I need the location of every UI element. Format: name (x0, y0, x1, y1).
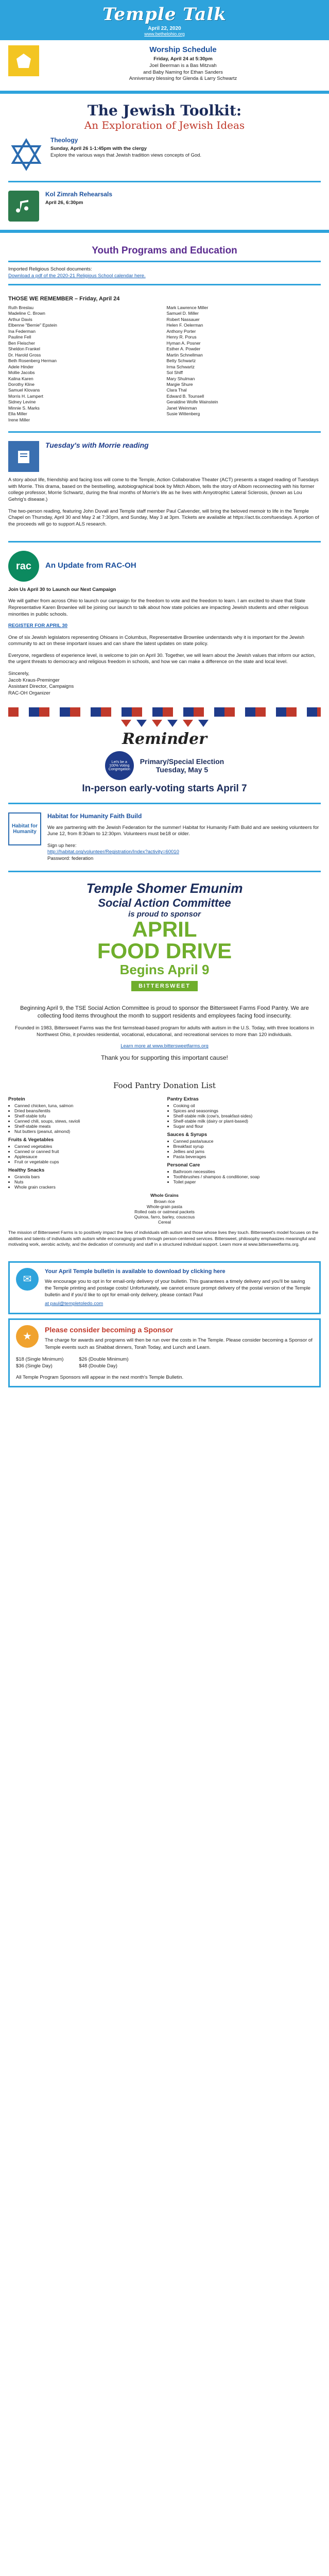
bunting (8, 720, 321, 727)
worship-section (0, 40, 329, 88)
tuesday-p2: The two-person reading, featuring John Duvall and Temple staff member Paul Calvender, will bring the beloved memoir to life in the Temple Chapel on Thursday, April 30 and May 2 at 7:30pm, and Sunday, May 3 at 3pm. Tickets are available at https://act.tix.com/tuesdays. A portion of the proceeds will go to support ALS research. (8, 508, 319, 528)
reminder-word: Reminder (122, 730, 207, 748)
name: Dorothy Kline (8, 381, 35, 387)
reminder-section (0, 702, 329, 800)
donation-item: • Toilet paper (174, 1179, 321, 1184)
youth-title: Youth Programs and Education (92, 245, 237, 257)
sponsor-title: Please consider becoming a Sponsor (45, 1325, 173, 1334)
food-drive-header (0, 875, 329, 999)
tuesday-section (0, 436, 329, 538)
name: Mary Shulman (166, 376, 195, 381)
donation-col1 (8, 1093, 162, 1190)
book-icon (8, 441, 39, 472)
donation-item: • Shelf-stable tofu (14, 1113, 162, 1118)
early-voting: In-person early-voting starts April 7 (82, 783, 247, 794)
rac-sign4: RAC-OH Organizer (8, 690, 50, 697)
calendar-link[interactable]: Download a pdf of the 2020-21 Religious School calendar here. (8, 273, 146, 279)
whole-grains (8, 1193, 321, 1225)
name: Samuel Klovans (8, 387, 40, 393)
name: Beth Rosenberg Herman (8, 358, 57, 364)
name: Ruth Breslau (8, 304, 34, 310)
grain-item: Quinoa, farro, barley, couscous (134, 1214, 195, 1220)
whole-grains-title: Whole Grains (150, 1193, 179, 1198)
name: Clara Thal (166, 387, 187, 393)
kol-zimrah-title: Kol Zimrah Rehearsals (45, 191, 113, 198)
price-single-minimum: $18 (Single Minimum) (16, 1356, 64, 1362)
grain-item: Whole-grain pasta (147, 1204, 182, 1210)
donation-item: • Whole grain crackers (14, 1184, 162, 1190)
donation-item: • Toothbrushes / shampoo & conditioner, soap (174, 1174, 321, 1179)
tuesday-title: Tuesday's with Morrie reading (45, 441, 149, 450)
donation-item: • Breakfast syrup (174, 1144, 321, 1149)
bittersweet-mission: The mission of Bittersweet Farms is to positively impact the lives of individuals with autism and those whose lives they touch. Bittersweet's model focuses on the abilities and talents of individuals with autism while encouraging growth through person-centered services. Bittersweet, philosophy emphasizes meaningful and motivating work, aerobic activity, and the dedication of community and staff in a structured individual support. Learn more at www.bittersweetfarms.org. (8, 1230, 319, 1247)
food-line2: Social Action Committee (98, 896, 231, 910)
divider (8, 541, 321, 543)
name: Samuel D. Miller (166, 311, 199, 316)
donation-item: • Nut butters (peanut, almond) (14, 1129, 162, 1134)
grain-item: Brown rice (154, 1199, 175, 1205)
donation-item: • Shelf-stable meats (14, 1124, 162, 1129)
donation-category: Healthy Snacks (8, 1167, 45, 1174)
name: Irma Schwartz (166, 364, 195, 369)
newsletter-title: Temple Talk (102, 4, 227, 25)
food-drive-body (0, 999, 329, 1073)
youth-section (0, 236, 329, 291)
donation-item: • Jellies and jams (174, 1149, 321, 1154)
donation-category: Fruits & Vegetables (8, 1137, 54, 1143)
donation-item: • Shelf-stable milk (cow's, breakfast-sides) (174, 1113, 321, 1118)
flag-stripe (8, 707, 321, 717)
donation-item: • Pasta beverages (174, 1154, 321, 1159)
toolkit-subtitle: An Exploration of Jewish Ideas (84, 119, 245, 132)
donation-item: • Canned or canned fruit (14, 1149, 162, 1154)
sponsor-footer: All Temple Program Sponsors will appear in the next month's Temple Bulletin. (16, 1374, 184, 1380)
food-line1: Temple Shomer Emunim (86, 880, 243, 896)
food-p1: Beginning April 9, the TSE Social Action Committee is proud to sponsor the Bittersweet Farms Food Pantry. We are collecting food items throughout the month to support residents and employees facing food insecurity. (20, 1005, 309, 1020)
divider (8, 431, 321, 433)
rac-sign3: Assistant Director, Campaigns (8, 684, 74, 690)
name: Madeline C. Brown (8, 311, 45, 316)
donation-title: Food Pantry Donation List (113, 1081, 216, 1091)
donation-section (0, 1073, 329, 1257)
kol-zimrah-when: April 26, 6:30pm (45, 200, 83, 206)
name: Dr. Harold Gross (8, 352, 41, 358)
name: Geraldine Wolfe Wainstein (166, 399, 218, 405)
donation-item: • Nuts (14, 1179, 162, 1184)
toolkit-title: The Jewish Toolkit: (87, 102, 242, 120)
rac-section (0, 546, 329, 702)
email-icon: ✉ (16, 1268, 39, 1291)
donation-category: Pantry Extras (167, 1096, 199, 1103)
name: Arthur Davis (8, 316, 32, 322)
divider (8, 871, 321, 872)
name: Susie Wittenberg (166, 411, 200, 417)
name: Mollie Jacobs (8, 370, 35, 376)
donation-item: • Canned chili, soups, stews, ravioli (14, 1118, 162, 1124)
name: Elbenne "Bernie" Epstein (8, 323, 57, 328)
website-link[interactable]: www.bethelohio.org (144, 31, 185, 37)
election-title: Primary/Special Election (140, 757, 224, 766)
rac-sign2: Jacob Kraus-Preminger (8, 677, 60, 683)
bittersweet-link[interactable]: Learn more at www.bittersweetfarms.org (120, 1043, 209, 1049)
donation-col2 (167, 1093, 321, 1190)
worship-line1: Joel Beerman is a Bas Mitzvah (149, 62, 217, 69)
habitat-section (0, 807, 329, 868)
name: Sheldon Frankel (8, 346, 40, 352)
rac-p3: Everyone, regardless of experience level, is welcome to join on April 30. Together, we will learn about the Jewish values that inform our action, the urgent threats to democracy and religious freedom in schools, and how we can make a difference on the state and local level. (8, 652, 316, 665)
donation-item: • Canned pasta/sauce (174, 1139, 321, 1144)
names-col2 (167, 305, 321, 423)
register-link[interactable]: REGISTER FOR APRIL 30 (8, 623, 68, 629)
bulletin-p1: We encourage you to opt in for email-only delivery of your bulletin. This guarantees a timely delivery and you'll be saving the Temple printing and postage costs! Unfortunately, we cannot ensure prompt delivery of the postal version of the Temple bulletin and if you'd like to opt for email-only delivery, please contact Paul (45, 1278, 310, 1298)
food-drive-title: FOOD DRIVE (97, 939, 232, 963)
food-p2: Founded in 1983, Bittersweet Farms was the first farmstead-based program for adults with autism in the U.S. Today, with three locations in Northwest Ohio, it provides residential, vocational, educational, and recreational services to more than 120 individuals. (14, 1025, 314, 1038)
sponsor-card (8, 1318, 321, 1387)
remember-section (0, 291, 329, 428)
donation-item: • Dried beans/lentils (14, 1108, 162, 1113)
price-double-day: $48 (Double Day) (79, 1363, 117, 1369)
divider (8, 803, 321, 804)
donation-category: Sauces & Syrups (167, 1132, 207, 1138)
worship-icon (8, 45, 39, 76)
name: Morris H. Lampert (8, 393, 44, 399)
name: Margie Shure (166, 381, 193, 387)
election-date: Tuesday, May 5 (155, 766, 209, 774)
donation-item: • Canned vegetables (14, 1144, 162, 1149)
habitat-title: Habitat for Humanity Faith Build (47, 812, 142, 820)
name: Ella Miller (8, 411, 27, 417)
toolkit-section (0, 97, 329, 178)
name: Adele Hinder (8, 364, 34, 369)
header-banner (0, 0, 329, 40)
rac-p2: One of six Jewish legislators representing Ohioans in Columbus, Representative Brownlee understands why it is important for the Jewish community to act on these important issues and can share the latest updates on state policy. (8, 634, 305, 647)
rac-sub: Join Us April 30 to Launch our Next Campaign (8, 586, 116, 592)
youth-line1: Imported Religious School documents: (8, 266, 92, 273)
donation-item: • Spices and seasonings (174, 1108, 321, 1113)
name: Robert Nassauer (166, 316, 200, 322)
name: Janet Weinman (166, 405, 197, 411)
music-icon (8, 191, 39, 222)
donation-item: • Cooking oil (174, 1103, 321, 1108)
name: Pauline Fell (8, 334, 31, 340)
name: Helen F. Oelerman (166, 323, 203, 328)
donation-category: Protein (8, 1096, 25, 1103)
price-single-day: $36 (Single Day) (16, 1363, 53, 1369)
bulletin-card (8, 1261, 321, 1314)
voting-badge: Let's be a 100% Voting Congregation (105, 751, 134, 780)
divider (8, 181, 321, 182)
name: Kalina Karen (8, 376, 33, 381)
tuesday-p1: A story about life, friendship and facing loss will come to the Temple, Action Collaborative Theater (ACT) presents a staged reading of Tuesdays with Morrie. This drama, based on the bestselling, autobiographical book by Mitch Albom, tells the story of Albom reconnecting with his former college professor, Morrie Schwartz, during the final months of Morrie's life as he lives with Amyotrophic Lateral Sclerosis, (known as Lou Gehrig's disease.) (8, 477, 319, 503)
worship-title: Worship Schedule (149, 45, 217, 54)
name: Mark Lawrence Miller (166, 304, 209, 310)
theology-desc: Explore the various ways that Jewish tradition views concepts of God. (50, 152, 202, 159)
name: Ina Federman (8, 328, 36, 334)
divider (0, 230, 329, 233)
newsletter-date: April 22, 2020 (148, 26, 181, 31)
name: Anthony Porter (166, 328, 196, 334)
donation-category: Personal Care (167, 1162, 200, 1168)
habitat-p1: We are partnering with the Jewish Federation for the summer! Habitat for Humanity Faith Build and are seeking volunteers for June 12, from 8:30am to 12:30pm. Volunteers must be18 or older. (47, 824, 319, 837)
grain-item: Cereal (158, 1219, 171, 1225)
food-drive-begins: Begins April 9 (119, 962, 210, 978)
grain-item: Rolled oats or oatmeal packets (134, 1209, 195, 1215)
theology-when: Sunday, April 26 1-1:45pm with the clergy (50, 146, 147, 152)
bittersweet-logo: BITTERSWEET (131, 981, 198, 991)
remember-title: THOSE WE REMEMBER – Friday, April 24 (8, 295, 120, 302)
sponsor-p1: The charge for awards and programs will then be run over the costs in The Temple. Please consider becoming a Sponsor of Temple events such as Shabbat dinners, Torah Today, and Lunch and Learn. (45, 1337, 313, 1350)
worship-line3: Anniversary blessing for Glenda & Larry Schwartz (129, 76, 237, 82)
habitat-link[interactable]: http://habitat.org/volunteer/Registration/Index?activity=60010 (47, 849, 179, 855)
names-col1 (8, 305, 163, 423)
name: Esther A. Powder (166, 346, 201, 352)
donation-item: • Bathroom necessities (174, 1169, 321, 1174)
food-line3: is proud to sponsor (128, 910, 201, 919)
rac-p1: We will gather from across Ohio to launch our campaign for the freedom to vote and the freedom to learn. I am excited to share that State Representative Karen Brownlee will be joining our launch to talk about how state policies are impacting Jewish students and other religious minorities in public schools. (8, 598, 308, 617)
donation-item: • Canned chicken, tuna, salmon (14, 1103, 162, 1108)
habitat-password: Password: federation (47, 856, 94, 862)
rac-logo: rac (8, 551, 39, 582)
habitat-signup: Sign up here: (47, 842, 77, 849)
rac-title: An Update from RAC-OH (45, 561, 136, 570)
divider (0, 91, 329, 94)
name: Hyman A. Posner (166, 340, 201, 346)
kol-zimrah-section (0, 185, 329, 227)
name: Betty Schwartz (166, 358, 196, 364)
donation-item: • Sugar and flour (174, 1124, 321, 1129)
name: Minnie S. Marks (8, 405, 40, 411)
name: Sidney Levine (8, 399, 36, 405)
name: Martin Schnellman (166, 352, 203, 358)
rac-sign1: Sincerely, (8, 670, 30, 676)
theology-title: Theology (50, 137, 78, 144)
habitat-logo: Habitat for Humanity (8, 812, 41, 845)
donation-item: • Fruit or vegetable cups (14, 1159, 162, 1164)
food-drive-april: APRIL (132, 917, 197, 942)
donation-item: • Granola bars (14, 1174, 162, 1179)
name: Irene Miller (8, 417, 30, 422)
name: Henry R. Porus (166, 334, 197, 340)
donation-item: • Applesauce (14, 1154, 162, 1159)
star-of-david-icon (8, 137, 44, 173)
name: Sol Shiff (166, 370, 183, 376)
bulletin-title[interactable]: Your April Temple bulletin is available to download by clicking here (45, 1268, 226, 1275)
bulletin-email-link[interactable]: at paul@templetoledo.com (45, 1301, 103, 1307)
worship-datetime: Friday, April 24 at 5:30pm (153, 56, 213, 62)
name: Ben Fleischer (8, 340, 35, 346)
worship-line2: and Baby Naming for Ethan Sanders (143, 69, 223, 75)
donation-item: • Shelf-stable milk (dairy or plant-based) (174, 1118, 321, 1124)
food-thanks: Thank you for supporting this important cause! (101, 1054, 228, 1062)
name: Edward B. Tounsell (166, 393, 204, 399)
price-double-minimum: $26 (Double Minimum) (79, 1356, 129, 1362)
sponsor-icon: ★ (16, 1325, 39, 1348)
